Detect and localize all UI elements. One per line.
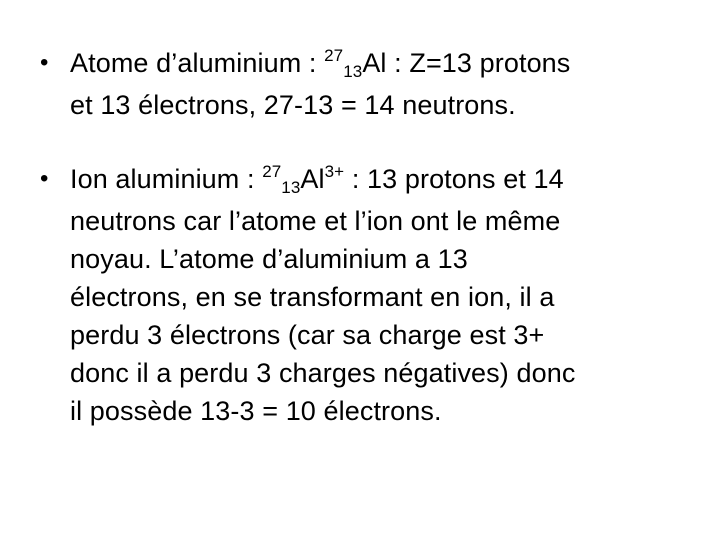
element-symbol: Al (300, 164, 325, 194)
bullet-line: noyau. L’atome d’aluminium a 13 (70, 244, 468, 274)
ion-charge: 3+ (324, 162, 345, 181)
bullet-line (70, 44, 680, 86)
element-symbol: Al (362, 48, 387, 78)
mass-number: 27 (324, 46, 344, 65)
atomic-number: 13 (281, 178, 301, 197)
bullet-line: neutrons car l’atome et l’ion ont le même (70, 206, 561, 236)
atomic-number: 13 (343, 62, 363, 81)
bullet-line: perdu 3 électrons (car sa charge est 3+ (70, 320, 545, 350)
bullet-atom-aluminium (40, 44, 680, 124)
bullet-line: donc il a perdu 3 charges négatives) donc (70, 358, 576, 388)
bullet-line: électrons, en se transformant en ion, il a (70, 282, 555, 312)
text-run: : Z=13 protons (386, 48, 571, 78)
bullet-ion-aluminium (40, 160, 680, 430)
mass-number: 27 (262, 162, 282, 181)
text-run: Atome d’aluminium : (70, 48, 325, 78)
bullet-icon: • (40, 165, 49, 192)
bullet-icon: • (40, 49, 49, 76)
bullet-line: et 13 électrons, 27-13 = 14 neutrons. (70, 90, 516, 120)
bullet-line (70, 160, 680, 202)
bullet-list (40, 44, 680, 430)
bullet-line: il possède 13-3 = 10 électrons. (70, 396, 442, 426)
text-run: : 13 protons et 14 (344, 164, 564, 194)
text-run: Ion aluminium : (70, 164, 263, 194)
